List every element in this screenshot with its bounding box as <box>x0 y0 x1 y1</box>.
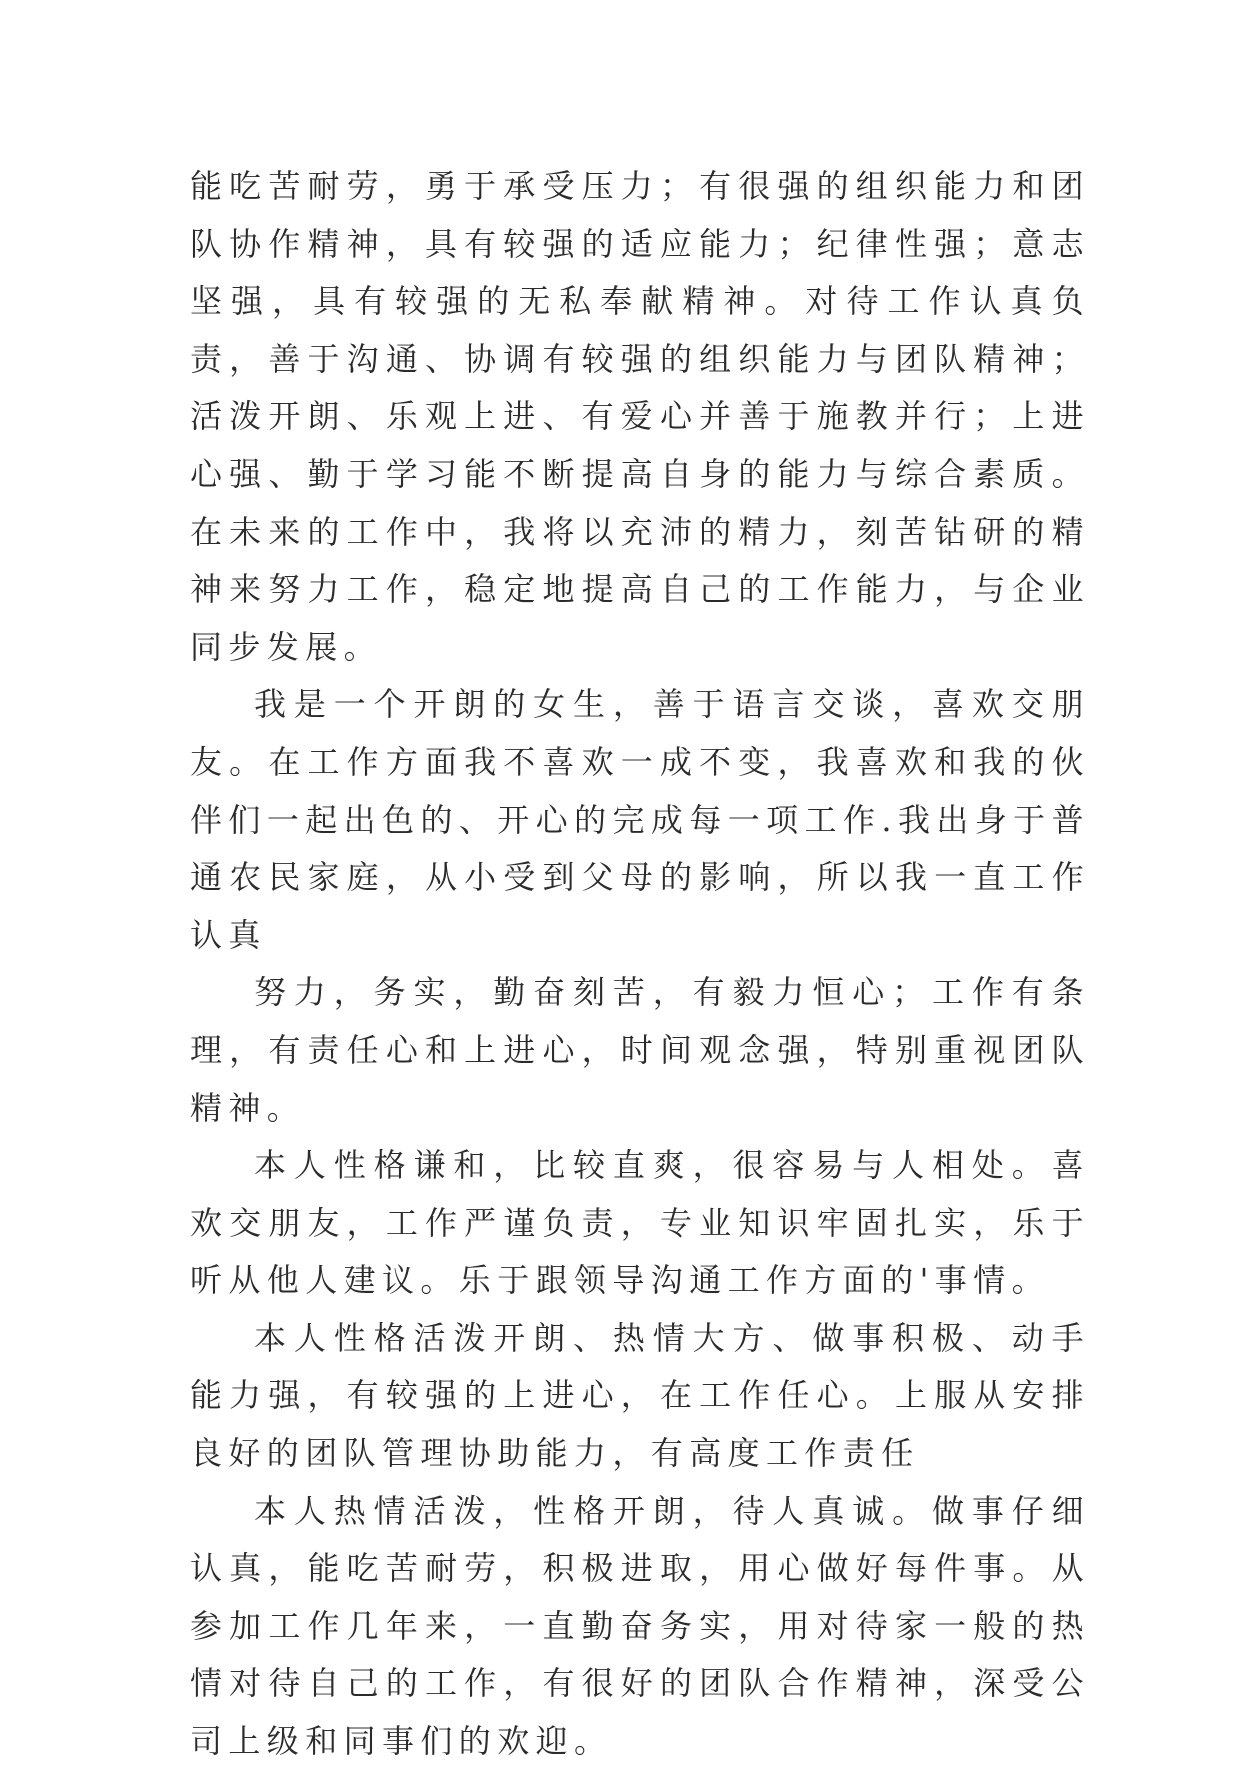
paragraph-5: 本人性格活泼开朗、热情大方、做事积极、动手能力强，有较强的上进心，在工作任心。上服从安排良好的团队管理协助能力，有高度工作责任 <box>190 1318 1090 1473</box>
paragraph-1: 能吃苦耐劳，勇于承受压力；有很强的组织能力和团队协作精神，具有较强的适应能力；纪律性强；意志坚强，具有较强的无私奉献精神。对待工作认真负责，善于沟通、协调有较强的组织能力与团队精神；活泼开朗、乐观上进、有爱心并善于施教并行；上进心强、勤于学习能不断提高自身的能力与综合素质。在未来的工作中，我将以充沛的精力，刻苦钻研的精神来努力工作，稳定地提高自己的工作能力，与企业同步发展。 <box>190 167 1090 666</box>
paragraph-6: 本人热情活泼，性格开朗，待人真诚。做事仔细认真，能吃苦耐劳，积极进取，用心做好每件事。从参加工作几年来，一直勤奋务实，用对待家一般的热情对待自己的工作，有很好的团队合作精神，深受公司上级和同事们的欢迎。 <box>190 1491 1090 1761</box>
document-body <box>190 158 1090 1771</box>
paragraph-4: 本人性格谦和，比较直爽，很容易与人相处。喜欢交朋友，工作严谨负责，专业知识牢固扎实，乐于听从他人建议。乐于跟领导沟通工作方面的'事情。 <box>190 1146 1090 1300</box>
paragraph-2: 我是一个开朗的女生，善于语言交谈，喜欢交朋友。在工作方面我不喜欢一成不变，我喜欢和我的伙伴们一起出色的、开心的完成每一项工作.我出身于普通农民家庭，从小受到父母的影响，所以我一直工作认真 <box>190 685 1090 954</box>
paragraph-3: 努力，务实，勤奋刻苦，有毅力恒心；工作有条理，有责任心和上进心，时间观念强，特别重视团队精神。 <box>190 973 1090 1127</box>
